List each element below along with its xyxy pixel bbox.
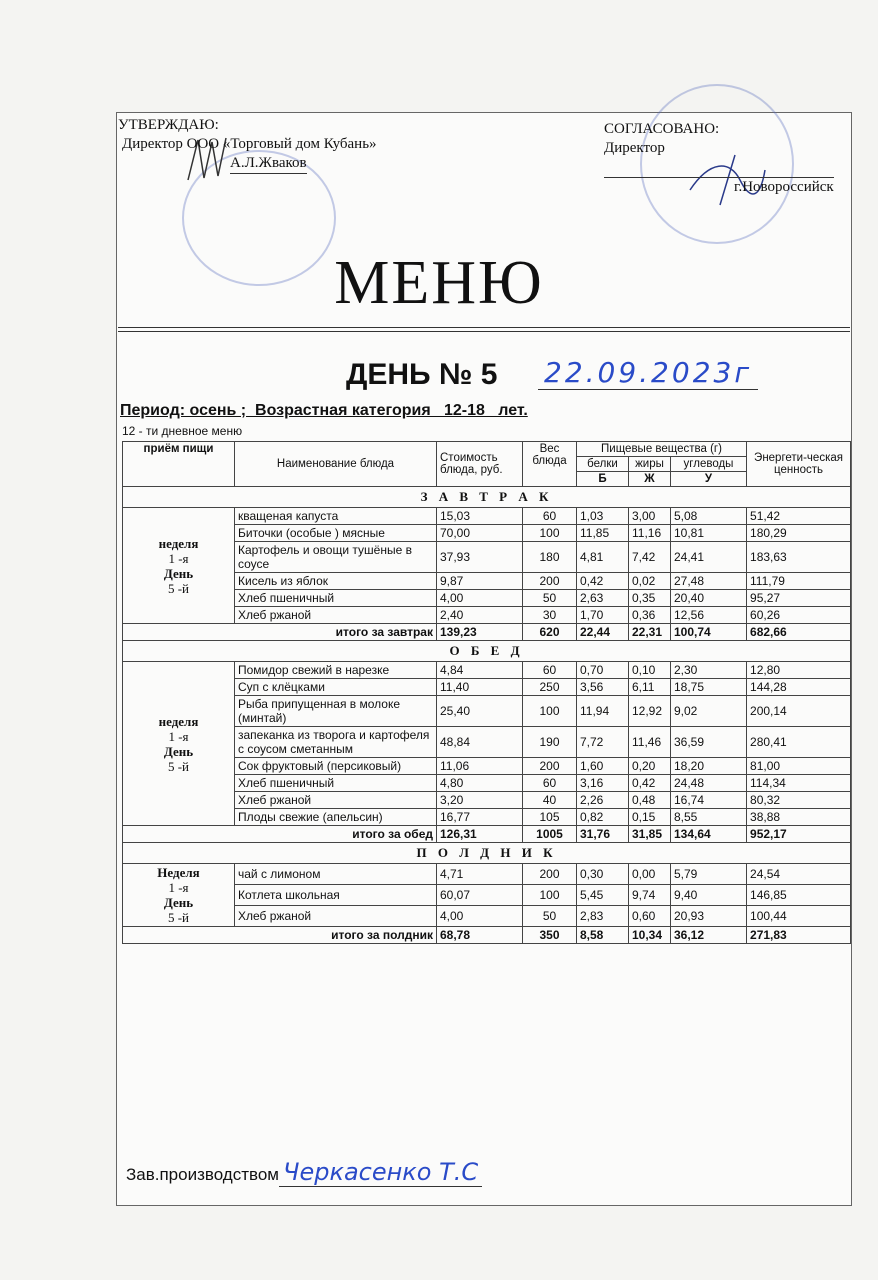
cell-energy: 80,32	[747, 792, 851, 809]
cell-fats: 11,16	[629, 525, 671, 542]
total-value: 100,74	[671, 624, 747, 641]
cell-carbs: 16,74	[671, 792, 747, 809]
header-c: У	[671, 472, 747, 487]
approval-right-label: СОГЛАСОВАНО:	[604, 121, 720, 137]
total-value: 68,78	[437, 927, 523, 944]
cell-dish-name: Хлеб ржаной	[235, 906, 437, 927]
total-value: 134,64	[671, 826, 747, 843]
header-energy: Энергети-ческая ценность	[747, 442, 851, 487]
cell-fats: 0,36	[629, 607, 671, 624]
cell-proteins: 0,30	[577, 864, 629, 885]
total-row	[123, 927, 851, 944]
section-header	[123, 487, 851, 508]
cell-fats: 0,02	[629, 573, 671, 590]
cell-fats: 0,35	[629, 590, 671, 607]
cell-cost: 48,84	[437, 727, 523, 758]
cell-energy: 38,88	[747, 809, 851, 826]
week-day-label: 5 -й	[167, 910, 190, 925]
day-date: 22.09.2023г	[538, 356, 758, 390]
cell-energy: 95,27	[747, 590, 851, 607]
week-day-label: 1 -я	[168, 550, 189, 566]
cell-proteins: 0,42	[577, 573, 629, 590]
total-value: 1005	[523, 826, 577, 843]
table-row	[123, 508, 851, 525]
page-title: МЕНЮ	[334, 249, 544, 317]
cell-cost: 25,40	[437, 696, 523, 727]
cell-weight: 250	[523, 679, 577, 696]
cell-dish-name: Хлеб ржаной	[235, 792, 437, 809]
week-day-label: неделя	[158, 535, 199, 551]
cell-cost: 37,93	[437, 542, 523, 573]
total-value: 22,31	[629, 624, 671, 641]
cell-fats: 0,15	[629, 809, 671, 826]
cell-cost: 16,77	[437, 809, 523, 826]
cell-dish-name: Биточки (особые ) мясные	[235, 525, 437, 542]
week-day-label: Неделя	[157, 865, 200, 880]
cell-dish-name: Картофель и овощи тушёные в соусе	[235, 542, 437, 573]
cell-cost: 70,00	[437, 525, 523, 542]
cell-energy: 180,29	[747, 525, 851, 542]
approval-left	[118, 116, 377, 174]
cell-proteins: 1,70	[577, 607, 629, 624]
footer	[126, 1158, 482, 1187]
cell-proteins: 2,83	[577, 906, 629, 927]
header-nutrients: Пищевые вещества (г)	[577, 442, 747, 457]
total-value: 350	[523, 927, 577, 944]
day-label: ДЕНЬ № 5	[346, 358, 498, 391]
header-fats: жиры	[629, 457, 671, 472]
cell-proteins: 0,70	[577, 662, 629, 679]
approval-right-city: г.Новороссийск	[734, 179, 834, 195]
cell-cost: 2,40	[437, 607, 523, 624]
cell-fats: 6,11	[629, 679, 671, 696]
cell-cost: 11,06	[437, 758, 523, 775]
cell-energy: 200,14	[747, 696, 851, 727]
cell-proteins: 11,85	[577, 525, 629, 542]
total-value: 271,83	[747, 927, 851, 944]
cell-fats: 0,60	[629, 906, 671, 927]
header-carbs: углеводы	[671, 457, 747, 472]
cell-cost: 4,80	[437, 775, 523, 792]
cell-fats: 12,92	[629, 696, 671, 727]
header-cost: Стоимость блюда, руб.	[437, 442, 523, 487]
period-line: Период: осень ; Возрастная категория 12-18 лет.	[120, 402, 528, 419]
cell-carbs: 20,40	[671, 590, 747, 607]
week-day-label: День	[163, 565, 194, 581]
cell-weight: 40	[523, 792, 577, 809]
cell-energy: 280,41	[747, 727, 851, 758]
cell-carbs: 18,75	[671, 679, 747, 696]
header-dish-name: Наименование блюда	[235, 442, 437, 487]
cell-weight: 60	[523, 775, 577, 792]
cell-energy: 144,28	[747, 679, 851, 696]
week-day-label: 5 -й	[167, 580, 190, 596]
cell-proteins: 3,56	[577, 679, 629, 696]
cell-carbs: 18,20	[671, 758, 747, 775]
cell-dish-name: Суп с клёцками	[235, 679, 437, 696]
cell-energy: 51,42	[747, 508, 851, 525]
header-meal: приём пищи	[123, 442, 235, 487]
cell-energy: 146,85	[747, 885, 851, 906]
cell-fats: 0,48	[629, 792, 671, 809]
cell-fats: 7,42	[629, 542, 671, 573]
cell-fats: 0,00	[629, 864, 671, 885]
cell-weight: 200	[523, 573, 577, 590]
cell-weight: 200	[523, 758, 577, 775]
cell-proteins: 2,63	[577, 590, 629, 607]
total-value: 620	[523, 624, 577, 641]
cell-fats: 0,42	[629, 775, 671, 792]
cell-carbs: 9,02	[671, 696, 747, 727]
cell-carbs: 10,81	[671, 525, 747, 542]
total-value: 31,76	[577, 826, 629, 843]
week-day-label: День	[163, 895, 194, 910]
cell-proteins: 11,94	[577, 696, 629, 727]
approval-right	[604, 120, 834, 197]
approval-left-label: УТВЕРЖДАЮ:	[118, 117, 219, 133]
cell-energy: 81,00	[747, 758, 851, 775]
week-day-label: 1 -я	[168, 728, 189, 744]
cell-weight: 100	[523, 885, 577, 906]
header-weight: Вес блюда	[523, 442, 577, 487]
cell-proteins: 4,81	[577, 542, 629, 573]
week-day-label: неделя	[158, 713, 199, 729]
cell-weight: 180	[523, 542, 577, 573]
total-value: 682,66	[747, 624, 851, 641]
week-day-cell	[123, 508, 235, 624]
cell-cost: 15,03	[437, 508, 523, 525]
cell-weight: 60	[523, 662, 577, 679]
cell-carbs: 5,08	[671, 508, 747, 525]
cell-carbs: 20,93	[671, 906, 747, 927]
cell-carbs: 8,55	[671, 809, 747, 826]
menu-table	[122, 441, 851, 944]
footer-signature: Черкасенко Т.С	[279, 1158, 482, 1187]
cell-dish-name: Рыба припущенная в молоке (минтай)	[235, 696, 437, 727]
total-label: итого за завтрак	[123, 624, 437, 641]
total-value: 10,34	[629, 927, 671, 944]
cell-cost: 60,07	[437, 885, 523, 906]
cell-carbs: 24,41	[671, 542, 747, 573]
total-value: 31,85	[629, 826, 671, 843]
cell-fats: 0,20	[629, 758, 671, 775]
cell-carbs: 2,30	[671, 662, 747, 679]
title-rule-2	[118, 331, 850, 332]
total-value: 8,58	[577, 927, 629, 944]
total-value: 22,44	[577, 624, 629, 641]
cell-energy: 12,80	[747, 662, 851, 679]
cell-fats: 3,00	[629, 508, 671, 525]
cell-energy: 100,44	[747, 906, 851, 927]
table-row	[123, 662, 851, 679]
cell-cost: 3,20	[437, 792, 523, 809]
cell-dish-name: Хлеб пшеничный	[235, 775, 437, 792]
total-label: итого за полдник	[123, 927, 437, 944]
table-row	[123, 864, 851, 885]
cell-proteins: 2,26	[577, 792, 629, 809]
header-proteins: белки	[577, 457, 629, 472]
cell-weight: 60	[523, 508, 577, 525]
cell-dish-name: запеканка из творога и картофеля с соусом сметанным	[235, 727, 437, 758]
approval-right-position: Директор	[604, 140, 665, 156]
menu-cycle-note: 12 - ти дневное меню	[122, 424, 243, 438]
cell-energy: 111,79	[747, 573, 851, 590]
week-day-label: 5 -й	[167, 758, 190, 774]
cell-proteins: 1,03	[577, 508, 629, 525]
approval-left-name: А.Л.Жваков	[230, 154, 307, 174]
cell-weight: 100	[523, 696, 577, 727]
total-value: 126,31	[437, 826, 523, 843]
total-value: 952,17	[747, 826, 851, 843]
cell-dish-name: Котлета школьная	[235, 885, 437, 906]
cell-fats: 9,74	[629, 885, 671, 906]
cell-weight: 30	[523, 607, 577, 624]
cell-dish-name: Хлеб ржаной	[235, 607, 437, 624]
cell-energy: 24,54	[747, 864, 851, 885]
cell-carbs: 36,59	[671, 727, 747, 758]
total-label: итого за обед	[123, 826, 437, 843]
cell-proteins: 5,45	[577, 885, 629, 906]
cell-energy: 183,63	[747, 542, 851, 573]
cell-proteins: 3,16	[577, 775, 629, 792]
cell-cost: 4,84	[437, 662, 523, 679]
total-row	[123, 826, 851, 843]
footer-label: Зав.производством	[126, 1165, 279, 1184]
approval-left-position: Директор ООО «Торговый дом Кубань»	[122, 136, 377, 152]
section-header	[123, 843, 851, 864]
cell-weight: 50	[523, 906, 577, 927]
cell-carbs: 12,56	[671, 607, 747, 624]
cell-dish-name: чай с лимоном	[235, 864, 437, 885]
total-row	[123, 624, 851, 641]
week-day-cell	[123, 864, 235, 927]
total-value: 139,23	[437, 624, 523, 641]
cell-dish-name: Сок фруктовый (персиковый)	[235, 758, 437, 775]
cell-cost: 4,00	[437, 906, 523, 927]
header-p: Б	[577, 472, 629, 487]
section-title: З А В Т Р А К	[123, 487, 851, 508]
cell-weight: 105	[523, 809, 577, 826]
cell-dish-name: Помидор свежий в нарезке	[235, 662, 437, 679]
cell-fats: 11,46	[629, 727, 671, 758]
cell-energy: 114,34	[747, 775, 851, 792]
cell-weight: 50	[523, 590, 577, 607]
week-day-cell	[123, 662, 235, 826]
cell-carbs: 27,48	[671, 573, 747, 590]
cell-cost: 4,00	[437, 590, 523, 607]
cell-weight: 190	[523, 727, 577, 758]
week-day-label: День	[163, 743, 194, 759]
cell-cost: 9,87	[437, 573, 523, 590]
cell-cost: 4,71	[437, 864, 523, 885]
section-title: О Б Е Д	[123, 641, 851, 662]
cell-dish-name: Хлеб пшеничный	[235, 590, 437, 607]
cell-weight: 100	[523, 525, 577, 542]
cell-dish-name: Кисель из яблок	[235, 573, 437, 590]
cell-dish-name: Плоды свежие (апельсин)	[235, 809, 437, 826]
section-header	[123, 641, 851, 662]
cell-proteins: 0,82	[577, 809, 629, 826]
header-f: Ж	[629, 472, 671, 487]
cell-fats: 0,10	[629, 662, 671, 679]
total-value: 36,12	[671, 927, 747, 944]
approval-right-line	[604, 177, 834, 178]
week-day-label: 1 -я	[168, 880, 189, 895]
cell-dish-name: кващеная капуста	[235, 508, 437, 525]
cell-energy: 60,26	[747, 607, 851, 624]
cell-proteins: 1,60	[577, 758, 629, 775]
cell-carbs: 24,48	[671, 775, 747, 792]
cell-weight: 200	[523, 864, 577, 885]
cell-proteins: 7,72	[577, 727, 629, 758]
cell-carbs: 9,40	[671, 885, 747, 906]
section-title: П О Л Д Н И К	[123, 843, 851, 864]
cell-carbs: 5,79	[671, 864, 747, 885]
title-rule	[118, 327, 850, 328]
cell-cost: 11,40	[437, 679, 523, 696]
